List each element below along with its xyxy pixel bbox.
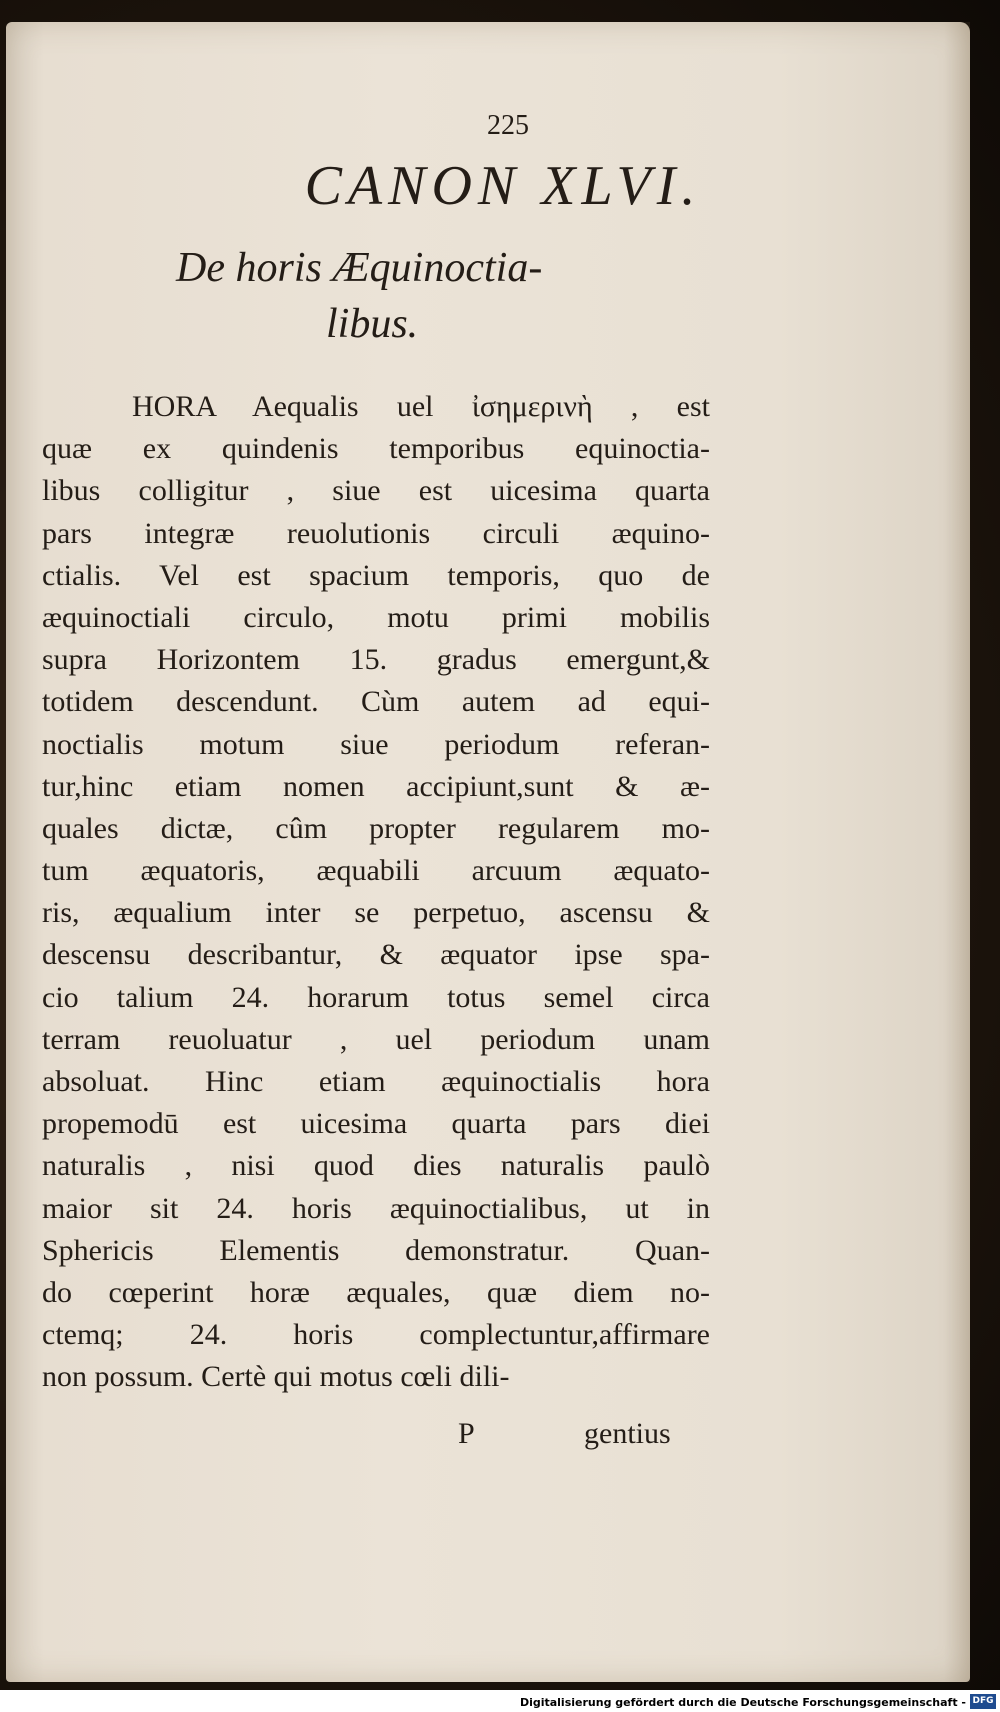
page-bottom-marks	[6, 1417, 970, 1457]
subheading-line-1: De horis Æquinoctia-	[176, 245, 543, 291]
body-line: naturalis , nisi quod dies naturalis paulò	[42, 1149, 710, 1183]
book-page	[6, 22, 970, 1682]
canon-subheading	[176, 240, 876, 352]
body-line: tum æquatoris, æquabili arcuum æquato-	[42, 854, 710, 888]
body-line: totidem descendunt. Cùm autem ad equi-	[42, 685, 710, 719]
body-line: supra Horizontem 15. gradus emergunt,&	[42, 643, 710, 677]
body-line: propemodū est uicesima quarta pars diei	[42, 1107, 710, 1141]
body-line: HORA Aequalis uel ἰσημερινὴ , est	[132, 390, 710, 423]
body-line: pars integræ reuolutionis circuli æquino-	[42, 516, 710, 550]
page-number: 225	[487, 110, 529, 141]
body-line: ctemq; 24. horis complectuntur,affirmare	[42, 1318, 710, 1352]
body-line: tur,hinc etiam nomen accipiunt,sunt & æ-	[42, 769, 710, 803]
body-paragraph	[42, 386, 722, 1399]
body-line: ris, æqualium inter se perpetuo, ascensu &	[42, 896, 710, 930]
signature-mark: P	[458, 1417, 475, 1450]
body-line: cio talium 24. horarum totus semel circa	[42, 980, 710, 1014]
dfg-logo: DFG	[970, 1694, 996, 1709]
body-line: do cœperint horæ æquales, quæ diem no-	[42, 1275, 710, 1309]
catchword: gentius	[584, 1417, 671, 1450]
body-line: quæ ex quindenis temporibus equinoctia-	[42, 432, 710, 466]
funding-credit: Digitalisierung gefördert durch die Deutsche Forschungsgemeinschaft -	[519, 1696, 966, 1709]
body-line: maior sit 24. horis æquinoctialibus, ut in	[42, 1191, 710, 1225]
body-line: descensu describantur, & æquator ipse spa-	[42, 938, 710, 972]
digitization-footer	[0, 1690, 1000, 1712]
body-line: æquinoctiali circulo, motu primi mobilis	[42, 600, 710, 634]
subheading-line-2: libus.	[326, 301, 419, 347]
body-line: noctialis motum siue periodum referan-	[42, 727, 710, 761]
page-text-block	[6, 22, 970, 1682]
body-line: Sphericis Elementis demonstratur. Quan-	[42, 1233, 710, 1267]
body-line: non possum. Certè qui motus cœli dili-	[42, 1360, 510, 1394]
body-line: absoluat. Hinc etiam æquinoctialis hora	[42, 1065, 710, 1098]
body-line: terram reuoluatur , uel periodum unam	[42, 1022, 710, 1056]
body-line: libus colligitur , siue est uicesima quarta	[42, 474, 710, 508]
body-line: quales dictæ, cûm propter regularem mo-	[42, 811, 710, 845]
canon-heading: CANON XLVI.	[304, 155, 702, 217]
body-line: ctialis. Vel est spacium temporis, quo de	[42, 558, 710, 592]
